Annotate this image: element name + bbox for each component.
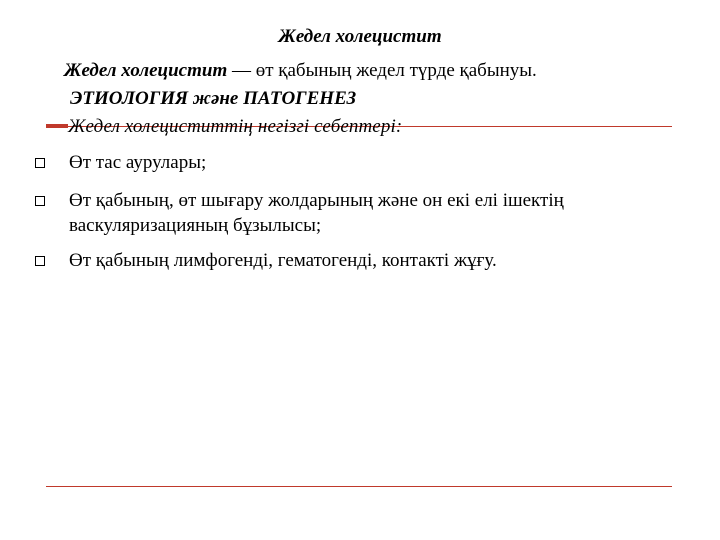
definition-term: Жедел холецистит [64,60,228,81]
bottom-divider [46,486,672,487]
square-bullet-icon [35,158,45,168]
list-item-text: Өт тас аурулары; [69,152,207,173]
list-item-text: Өт қабының лимфогенді, гематогенді, контакті жұғу. [69,250,497,271]
divider-accent [46,124,68,128]
section-heading: ЭТИОЛОГИЯ және ПАТОГЕНЕЗ [70,88,357,109]
definition-line [64,60,537,82]
causes-intro: Жедел холециститтің негізгі себептері: [68,116,403,137]
square-bullet-icon [35,196,45,206]
definition-text: — өт қабының жедел түрде қабынуы. [227,60,537,81]
slide-title: Жедел холецистит [278,26,442,47]
square-bullet-icon [35,256,45,266]
list-item-text: Өт қабының, өт шығару жолдарының және он екі елі ішектің васкуляризацияның бұзылысы; [69,190,564,236]
